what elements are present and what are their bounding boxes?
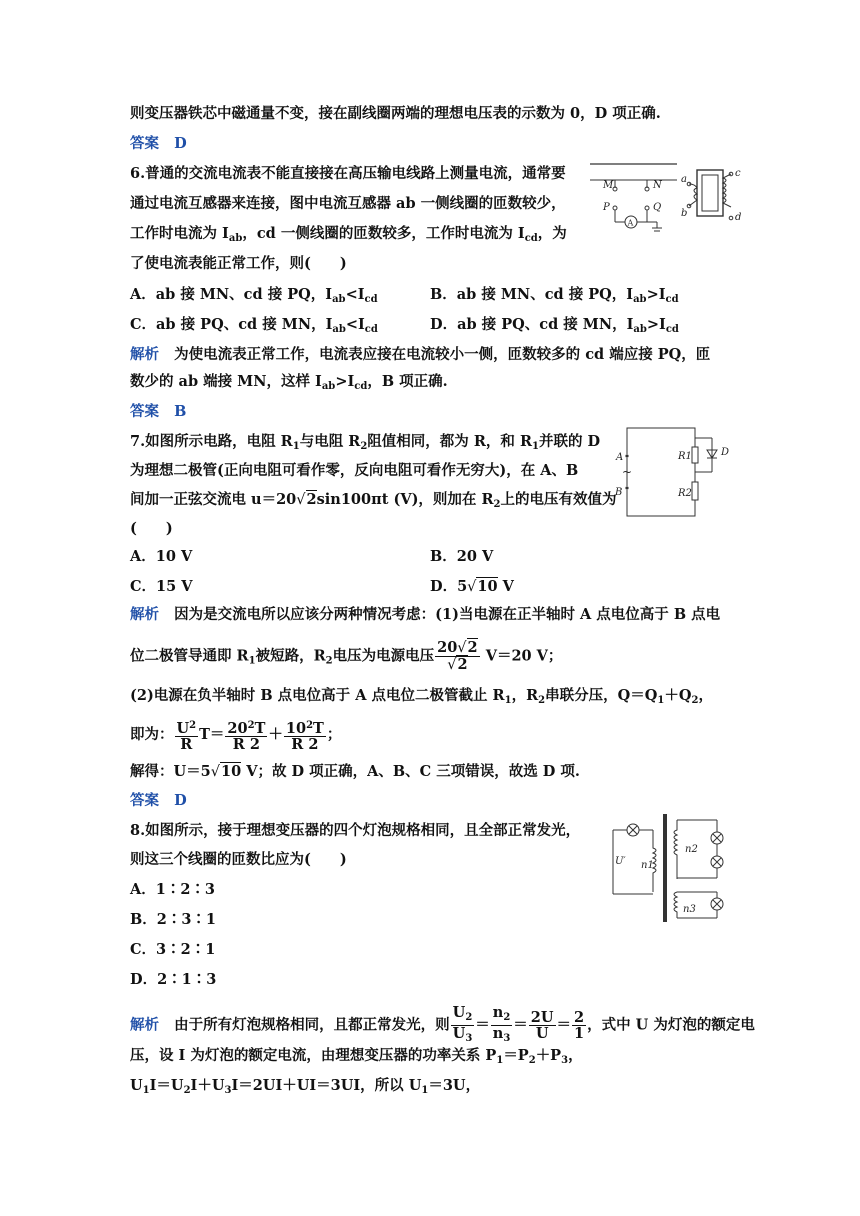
q6-option-b: B．ab 接 MN、cd 接 PQ，$I_{ab}>I_{cd}$: [430, 286, 679, 305]
q7-stem-1: 7.如图所示电路，电阻 $R_1$与电阻 $R_2$阻值相同，都为 R，和 $R_1$并联的 D: [130, 433, 601, 452]
q8-analysis-3: $U_1I=U_2I+U_3I=2UI+UI=3UI$，所以 $U_1=3U$，: [130, 1077, 481, 1096]
q7-analysis-1: 解析 因为是交流电所以应该分两种情况考虑：(1)当电源在正半轴时 A 点电位高于 B 点电: [130, 606, 721, 623]
fig-label-b-terminal: B: [615, 487, 623, 498]
q7-analysis-4: 即为： $\frac{U^2}{R}$ T＝ $\frac{20^2T}{R 2}$ ＋ $\frac{10^2T}{R 2}$ ；: [130, 720, 342, 753]
fig-label-n: N: [653, 180, 662, 191]
fig-label-ammeter: A: [627, 218, 634, 228]
q7-circuit-figure: [610, 424, 740, 520]
q6-option-d: D．ab 接 PQ、cd 接 MN，$I_{ab}>I_{cd}$: [430, 316, 679, 335]
intro-line: 则变压器铁芯中磁通量不变，接在副线圈两端的理想电压表的示数为 0，D 项正确.: [130, 105, 661, 122]
fraction-20root2-over-root2: $\frac{20√2}{√2}$: [437, 639, 478, 673]
q6-stem-4: 了使电流表能正常工作，则( ): [130, 255, 347, 272]
fig-label-u-prime: U′: [615, 856, 626, 867]
q7-analysis-3: (2)电源在负半轴时 B 点电位高于 A 点电位二极管截止 $R_1$，$R_2$串联分压，$Q=Q_1+Q_2$，: [130, 687, 713, 706]
fig-label-b: b: [681, 208, 688, 219]
q6-stem-2: 通过电流互感器来连接，图中电流互感器 ab 一侧线圈的匝数较少，: [130, 195, 566, 212]
q7-option-d: D．5√10 V: [430, 578, 514, 595]
fig-label-r2: R2: [678, 488, 692, 499]
q7-option-b: B．20 V: [430, 548, 494, 565]
fraction-20sq-t-over-r: $\frac{20^2T}{R 2}$: [227, 720, 266, 753]
q6-option-a: A．ab 接 MN、cd 接 PQ，$I_{ab}<I_{cd}$: [130, 286, 378, 305]
fraction-u2-over-r: $\frac{U^2}{R}$: [176, 720, 197, 753]
fig-label-r1: R1: [678, 451, 692, 462]
q8-analysis-1: 解析 由于所有灯泡规格相同，且都正常发光，则 $\frac{U_2}{U_3}$ ＝ $\frac{n_2}{n_3}$ ＝ $\frac{2U}{U}$ ＝ $\frac{2}{1}$ ，式中 U 为灯泡的额定电: [130, 1004, 755, 1044]
fig-label-d: d: [735, 212, 742, 223]
q7-stem-3: 间加一正弦交流电 u＝20√2sin100πt (V)，则加在 $R_2$上的电压有效值为: [130, 491, 617, 510]
q7-option-c: C．15 V: [130, 578, 193, 595]
fig-label-p: P: [603, 202, 610, 213]
q7-option-a: A．10 V: [130, 548, 193, 565]
q6-option-c: C．ab 接 PQ、cd 接 MN，$I_{ab}<I_{cd}$: [130, 316, 378, 335]
q6-analysis-1: 解析 为使电流表正常工作，电流表应接在电流较小一侧，匝数较多的 cd 端应接 PQ，匝: [130, 346, 711, 363]
q8-stem-2: 则这三个线圈的匝数比应为( ): [130, 851, 347, 868]
q7-analysis-2: 位二极管导通即 $R_1$被短路，$R_2$电压为电源电压 $\frac{20√2}{√2}$ V＝20 V；: [130, 639, 563, 673]
q7-stem-4: ( ): [130, 520, 173, 537]
fig-label-n3: n3: [683, 904, 696, 915]
fig-label-ac: ~: [622, 465, 633, 479]
fig-label-q: Q: [653, 202, 662, 213]
fig-label-n2: n2: [685, 844, 698, 855]
answer-label: 答案: [130, 135, 159, 152]
fig-label-c: c: [735, 168, 741, 179]
q7-analysis-5: 解得：U＝5√10 V；故 D 项正确，A、B、C 三项错误，故选 D 项.: [130, 763, 580, 780]
analysis-label: 解析: [130, 346, 159, 363]
q6-stem-3: 工作时电流为 $I_{ab}$，cd 一侧线圈的匝数较多，工作时电流为 $I_{cd}$，为: [130, 225, 567, 244]
q7-answer: 答案 D: [130, 792, 187, 809]
q6-answer: 答案 B: [130, 403, 187, 420]
q8-option-d: D．2∶1∶3: [130, 971, 217, 988]
q7-stem-2: 为理想二极管(正向电阻可看作零，反向电阻可看作无穷大)，在 A、B: [130, 462, 579, 479]
fig-label-a-terminal: A: [616, 452, 624, 463]
q6-analysis-2: 数少的 ab 端接 MN，这样 $I_{ab}>I_{cd}$，B 项正确.: [130, 373, 448, 392]
fraction-n2-over-n3: $\frac{n_2}{n_3}$: [492, 1004, 511, 1044]
fig-label-a: a: [681, 174, 687, 185]
q8-transformer-figure: [605, 812, 750, 924]
fraction-2-over-1: $\frac{2}{1}$: [574, 1009, 585, 1042]
q5-answer: [130, 134, 187, 154]
q8-option-b: B．2∶3∶1: [130, 911, 217, 928]
q8-stem-1: 8.如图所示，接于理想变压器的四个灯泡规格相同，且全部正常发光，: [130, 822, 581, 839]
q8-option-c: C．3∶2∶1: [130, 941, 216, 958]
fraction-10sq-t-over-r: $\frac{10^2T}{R 2}$: [285, 720, 324, 753]
answer-value: D: [174, 135, 187, 152]
fig-label-m: M: [603, 180, 614, 191]
q8-option-a: A．1∶2∶3: [130, 881, 216, 898]
fraction-2u-over-u: $\frac{2U}{U}$: [530, 1009, 554, 1042]
fig-label-d: D: [721, 447, 730, 458]
q6-stem-1: 6.普通的交流电流表不能直接接在高压输电线路上测量电流，通常要: [130, 165, 566, 182]
fraction-u2-over-u3: $\frac{U_2}{U_3}$: [452, 1004, 473, 1044]
fig-label-n1: n1: [641, 860, 654, 871]
q6-circuit-figure: [585, 158, 745, 236]
q8-analysis-2: 压，设 I 为灯泡的额定电流，由理想变压器的功率关系 $P_1=P_2+P_3$，: [130, 1047, 583, 1066]
